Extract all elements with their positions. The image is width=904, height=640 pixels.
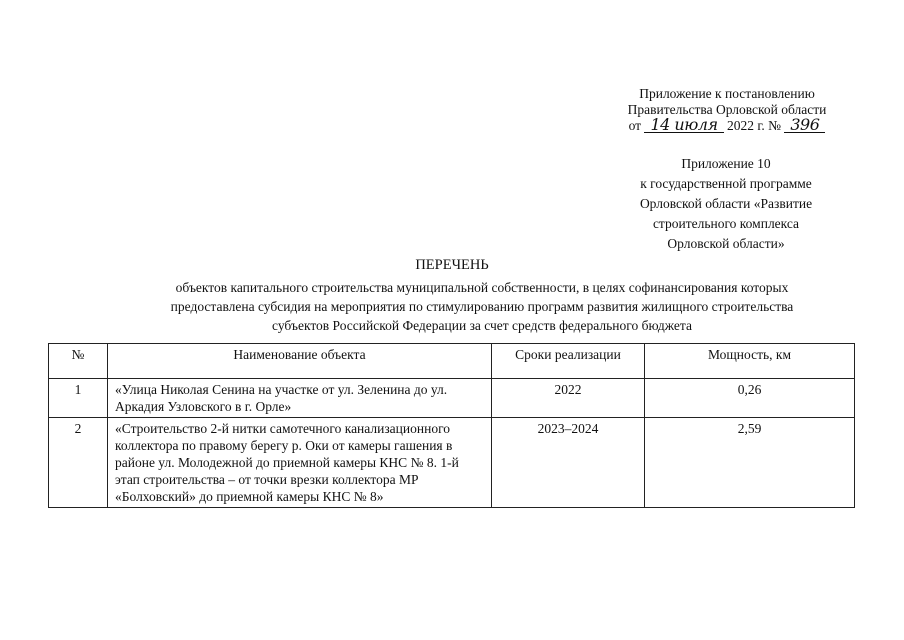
row-object-name: «Улица Николая Сенина на участке от ул. Зеленина до ул. Аркадия Узловского в г. Орле» bbox=[108, 379, 492, 418]
table-header-row bbox=[49, 344, 855, 379]
document-subtitle bbox=[120, 278, 844, 335]
row-period: 2023–2024 bbox=[492, 418, 645, 508]
annex-header bbox=[596, 86, 858, 134]
subtitle-line-2: предоставлена субсидия на мероприятия по стимулированию программ развития жилищного строительства bbox=[170, 299, 794, 314]
annex-line-1: Приложение к постановлению bbox=[639, 86, 815, 101]
program-annex bbox=[600, 154, 852, 254]
header-period: Сроки реализации bbox=[492, 344, 645, 379]
annex-date-line bbox=[596, 115, 858, 134]
row-period: 2022 bbox=[492, 379, 645, 418]
header-object-name: Наименование объекта bbox=[108, 344, 492, 379]
handwritten-number: 396 bbox=[784, 118, 825, 133]
subtitle-line-1: объектов капитального строительства муниципальной собственности, в целях софинансирования которых bbox=[175, 280, 789, 295]
row-object-name: «Строительство 2-й нитки самотечного канализационного коллектора по правому берегу р. Оки от камеры гашения в районе ул. Молодежной до приемной камеры КНС № 8. 1-й этап строительства – от точки врезки коллектора МР «Болховский» до приемной камеры КНС № 8» bbox=[108, 418, 492, 508]
date-suffix: 2022 г. № bbox=[726, 118, 781, 133]
program-annex-line-1: Приложение 10 bbox=[681, 156, 771, 171]
header-number: № bbox=[49, 344, 108, 379]
objects-table bbox=[48, 343, 855, 508]
row-number: 1 bbox=[49, 379, 108, 418]
row-capacity: 2,59 bbox=[645, 418, 855, 508]
subtitle-line-3: субъектов Российской Федерации за счет средств федерального бюджета bbox=[272, 318, 692, 333]
header-capacity: Мощность, км bbox=[645, 344, 855, 379]
handwritten-date: 14 июля bbox=[644, 118, 723, 133]
program-annex-line-2: к государственной программе bbox=[640, 176, 812, 191]
row-capacity: 0,26 bbox=[645, 379, 855, 418]
date-prefix: от bbox=[628, 118, 642, 133]
table-row bbox=[49, 379, 855, 418]
program-annex-line-4: строительного комплекса bbox=[652, 216, 800, 231]
program-annex-line-5: Орловской области» bbox=[667, 236, 785, 251]
table-row bbox=[49, 418, 855, 508]
annex-line-2: Правительства Орловской области bbox=[627, 102, 827, 117]
row-number: 2 bbox=[49, 418, 108, 508]
program-annex-line-3: Орловской области «Развитие bbox=[639, 196, 813, 211]
document-title: ПЕРЕЧЕНЬ bbox=[415, 257, 489, 273]
